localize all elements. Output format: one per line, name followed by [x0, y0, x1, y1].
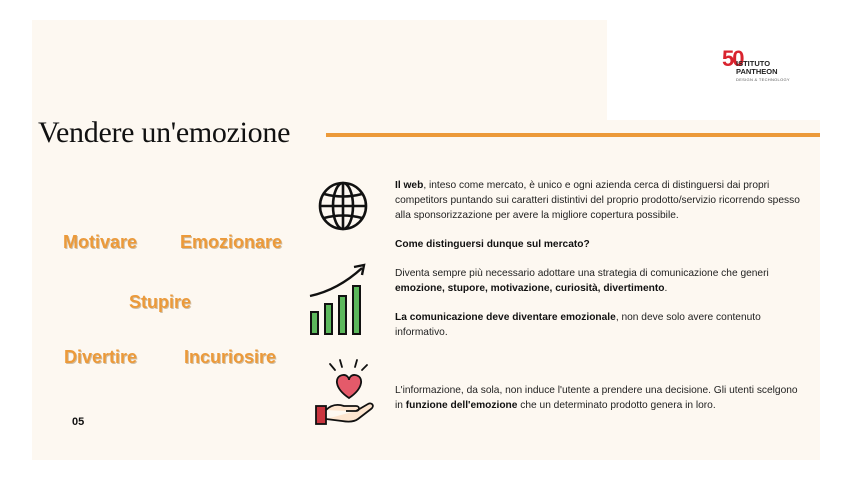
page-number: 05 [72, 416, 85, 428]
header-panel [32, 20, 607, 120]
paragraph-information-end: che un determinato prodotto genera in loro. [517, 400, 716, 411]
word-emozionare: Emozionare [180, 232, 283, 252]
paragraph-strategy [395, 266, 805, 296]
word-incuriosire: Incuriosire [184, 347, 277, 367]
paragraph-information [395, 383, 805, 413]
paragraph-communication-bold: La comunicazione deve diventare emozionale [395, 312, 616, 323]
paragraph-web-text: , inteso come mercato, è unico e ogni azienda cerca di distinguersi dai propri competitors puntando sui caratteri distintivi del proprio prodotto/servizio ricorrendo spesso alla sponsorizzazione per avere la migliore copertura possibile. [395, 180, 800, 221]
logo-line-1: ISTITUTO [736, 59, 771, 68]
paragraph-communication-text: , non deve solo avere contenuto informativo. [395, 312, 761, 338]
paragraph-strategy-start: Diventa sempre più necessario adottare una strategia di comunicazione che generi [395, 268, 769, 279]
growth-chart-icon [306, 262, 372, 338]
paragraph-communication [395, 310, 805, 340]
heart-hand-icon [312, 358, 382, 426]
word-motivare: Motivare [63, 232, 138, 252]
istituto-pantheon-logo [722, 46, 812, 96]
paragraph-web [395, 178, 805, 223]
paragraph-web-bold: Il web [395, 180, 424, 191]
word-divertire: Divertire [64, 347, 138, 367]
title-underline [326, 133, 820, 137]
paragraph-information-bold: funzione dell'emozione [405, 400, 518, 411]
logo-number: 50 [722, 46, 743, 71]
paragraph-strategy-bold: emozione, stupore, motivazione, curiosità, divertimento [395, 283, 665, 294]
question-text: Come distinguersi dunque sul mercato? [395, 239, 590, 250]
logo-line-2: PANTHEON [736, 67, 778, 76]
word-stupire: Stupire [129, 292, 192, 312]
globe-icon [314, 180, 372, 232]
question [395, 237, 805, 252]
paragraph-strategy-end: . [664, 283, 668, 294]
paragraph-information-start: L'informazione, da sola, non induce l'utente a prendere una decisione. Gli utenti scelgono in [395, 385, 798, 411]
page-title: Vendere un'emozione [38, 116, 291, 149]
logo-line-3: DESIGN & TECHNOLOGY [736, 77, 790, 82]
